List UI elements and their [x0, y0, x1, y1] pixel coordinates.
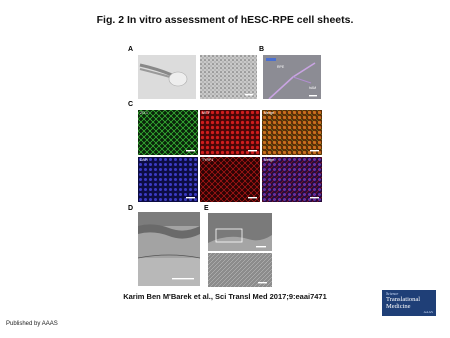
logo-line-translational: Translational	[386, 296, 421, 303]
panel-e-sem-low	[208, 213, 272, 251]
merge-zo1-mitf-image	[262, 110, 322, 155]
panel-c-dapi	[138, 157, 198, 202]
panel-label-c: C	[128, 101, 134, 108]
cell-micrograph-image	[200, 55, 257, 99]
panel-e-sem-high	[208, 253, 272, 287]
panel-label-e: E	[204, 205, 209, 212]
label-rpe: RPE	[277, 65, 285, 69]
panel-b-sem-image	[263, 55, 321, 99]
panel-label-d: D	[128, 205, 134, 212]
logo-line-science: Science	[386, 291, 399, 296]
logo-line-aaas: AAAS	[423, 310, 433, 314]
panel-a-photo-sheet	[138, 55, 196, 99]
rpe-ham-section-image	[263, 55, 321, 99]
cell-sheet-ultrastructure-image	[138, 212, 200, 286]
panel-d-tem-image	[138, 212, 200, 286]
logo-line-medicine: Medicine	[386, 303, 411, 310]
channel-label-merge1: Merge	[264, 111, 274, 115]
zo1-fluorescence-image	[138, 110, 198, 155]
merge-dapi-tyrp1-image	[262, 157, 322, 202]
channel-label-zo1: ZO-1	[140, 111, 148, 115]
mitf-fluorescence-image	[200, 110, 260, 155]
panel-c-tyrp1	[200, 157, 260, 202]
panel-label-b: B	[259, 46, 265, 53]
panel-c-zo1	[138, 110, 198, 155]
panel-a-micrograph	[200, 55, 257, 99]
tyrp1-fluorescence-image	[200, 157, 260, 202]
panel-c-merge1	[262, 110, 322, 155]
channel-label-dapi: DAPI	[140, 158, 149, 162]
figure-title: Fig. 2 In vitro assessment of hESC-RPE cell sheets.	[96, 14, 354, 26]
publisher-credit: Published by AAAS	[6, 321, 58, 327]
panel-label-a: A	[128, 46, 134, 53]
channel-label-tyrp1: TYRP1	[202, 158, 214, 162]
channel-label-mitf: MITF	[202, 111, 211, 115]
sem-overview-image	[208, 213, 272, 251]
panel-c-mitf	[200, 110, 260, 155]
forceps-sheet-image	[138, 55, 196, 99]
panel-c-merge2	[262, 157, 322, 202]
dapi-fluorescence-image	[138, 157, 198, 202]
sem-detail-image	[208, 253, 272, 287]
figure-citation: Karim Ben M'Barek et al., Sci Transl Med 2017;9:eaai7471	[123, 292, 327, 301]
channel-label-merge2: Merge	[264, 158, 274, 162]
journal-logo	[382, 290, 436, 316]
label-ham: hAM	[309, 86, 317, 90]
